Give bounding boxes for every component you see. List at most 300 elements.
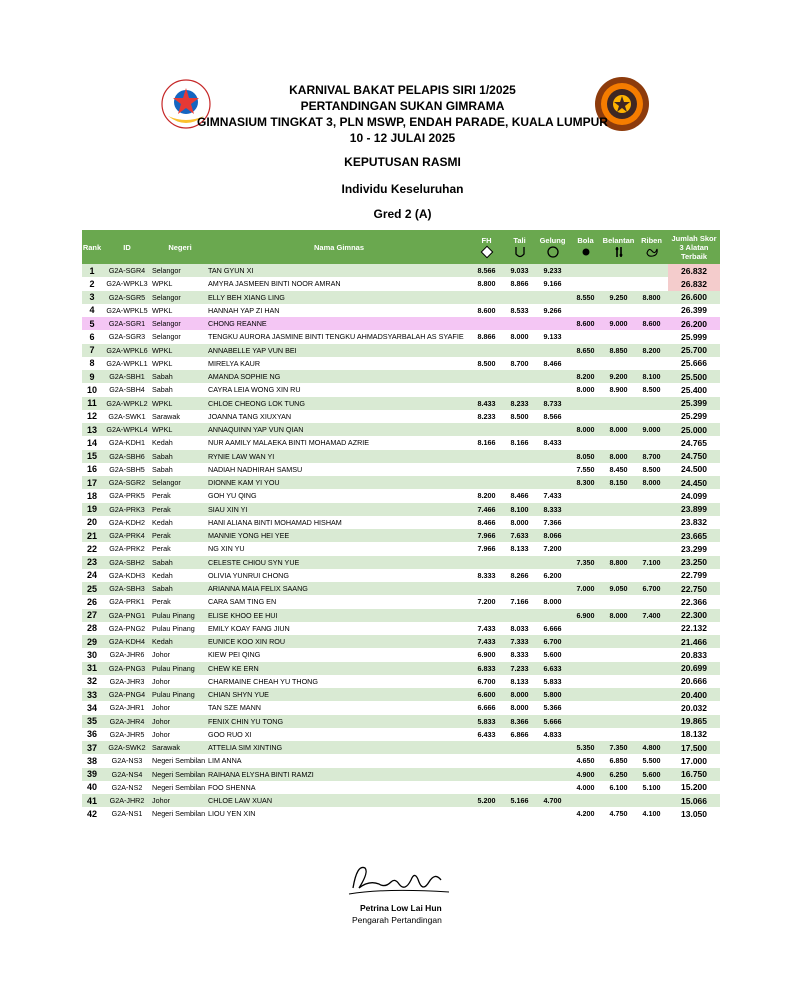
state-cell: Negeri Sembilan bbox=[152, 807, 208, 820]
fh-score: 8.866 bbox=[470, 330, 503, 343]
belantan-score: 8.450 bbox=[602, 463, 635, 476]
belantan-score bbox=[602, 529, 635, 542]
state-cell: WPKL bbox=[152, 397, 208, 410]
tali-score bbox=[503, 754, 536, 767]
belantan-score: 9.000 bbox=[602, 317, 635, 330]
state-cell: WPKL bbox=[152, 344, 208, 357]
total-score: 24.765 bbox=[668, 436, 720, 449]
rank-cell: 23 bbox=[82, 556, 102, 569]
rank-cell: 11 bbox=[82, 397, 102, 410]
rank-cell: 21 bbox=[82, 529, 102, 542]
riben-score: 6.700 bbox=[635, 582, 668, 595]
col-fh-label: FH bbox=[481, 235, 492, 245]
belantan-score bbox=[602, 357, 635, 370]
total-score: 24.099 bbox=[668, 489, 720, 502]
name-cell: CHARMAINE CHEAH YU THONG bbox=[208, 675, 470, 688]
state-cell: Selangor bbox=[152, 264, 208, 277]
table-row bbox=[82, 503, 720, 516]
bola-score bbox=[569, 516, 602, 529]
rank-cell: 31 bbox=[82, 662, 102, 675]
fh-score: 6.666 bbox=[470, 701, 503, 714]
state-cell: Pulau Pinang bbox=[152, 622, 208, 635]
fh-score: 7.200 bbox=[470, 595, 503, 608]
gelung-score: 8.733 bbox=[536, 397, 569, 410]
table-row bbox=[82, 542, 720, 555]
id-cell: G2A-SGR4 bbox=[102, 264, 152, 277]
total-score: 26.399 bbox=[668, 304, 720, 317]
bola-score bbox=[569, 264, 602, 277]
signatory-role: Pengarah Pertandingan bbox=[352, 915, 442, 925]
tali-score bbox=[503, 768, 536, 781]
total-score: 25.999 bbox=[668, 330, 720, 343]
fh-score bbox=[470, 609, 503, 622]
table-row bbox=[82, 781, 720, 794]
riben-score bbox=[635, 357, 668, 370]
col-tali-label: Tali bbox=[513, 235, 526, 245]
belantan-score bbox=[602, 715, 635, 728]
table-row bbox=[82, 357, 720, 370]
total-score: 24.450 bbox=[668, 476, 720, 489]
name-cell: CHIAN SHYN YUE bbox=[208, 688, 470, 701]
id-cell: G2A-JHR3 bbox=[102, 675, 152, 688]
belantan-score: 4.750 bbox=[602, 807, 635, 820]
total-score: 20.833 bbox=[668, 648, 720, 661]
riben-score: 8.700 bbox=[635, 450, 668, 463]
name-cell: GOO RUO XI bbox=[208, 728, 470, 741]
bola-score bbox=[569, 569, 602, 582]
tali-score: 8.466 bbox=[503, 489, 536, 502]
tali-score: 7.333 bbox=[503, 635, 536, 648]
tali-score bbox=[503, 476, 536, 489]
freehand-diamond-icon bbox=[470, 245, 503, 259]
name-cell: CHLOE LAW XUAN bbox=[208, 794, 470, 807]
fh-score: 6.700 bbox=[470, 675, 503, 688]
state-cell: Sabah bbox=[152, 383, 208, 396]
riben-score bbox=[635, 715, 668, 728]
table-row bbox=[82, 330, 720, 343]
tali-score: 8.000 bbox=[503, 701, 536, 714]
tali-score: 8.500 bbox=[503, 410, 536, 423]
col-fh bbox=[470, 230, 503, 264]
riben-score: 8.200 bbox=[635, 344, 668, 357]
fh-score bbox=[470, 383, 503, 396]
rank-cell: 9 bbox=[82, 370, 102, 383]
riben-score: 8.500 bbox=[635, 383, 668, 396]
total-score: 20.666 bbox=[668, 675, 720, 688]
bola-score bbox=[569, 330, 602, 343]
state-cell: Kedah bbox=[152, 516, 208, 529]
competition-name: PERTANDINGAN SUKAN GIMRAMA bbox=[300, 99, 505, 113]
name-cell: RYNIE LAW WAN YI bbox=[208, 450, 470, 463]
fh-score: 7.433 bbox=[470, 622, 503, 635]
name-cell: TENGKU AURORA JASMINE BINTI TENGKU AHMADSYARBALAH AS SYAFIE bbox=[208, 330, 470, 343]
gelung-score bbox=[536, 344, 569, 357]
bola-score bbox=[569, 662, 602, 675]
fh-score: 7.466 bbox=[470, 503, 503, 516]
gelung-score bbox=[536, 291, 569, 304]
riben-score: 4.800 bbox=[635, 741, 668, 754]
table-row bbox=[82, 582, 720, 595]
gelung-score: 8.433 bbox=[536, 436, 569, 449]
name-cell: MIRELYA KAUR bbox=[208, 357, 470, 370]
rank-cell: 32 bbox=[82, 675, 102, 688]
name-cell: LIOU YEN XIN bbox=[208, 807, 470, 820]
state-cell: Pulau Pinang bbox=[152, 662, 208, 675]
table-row bbox=[82, 264, 720, 277]
belantan-score bbox=[602, 622, 635, 635]
fh-score: 7.966 bbox=[470, 542, 503, 555]
state-cell: Johor bbox=[152, 715, 208, 728]
name-cell: AMYRA JASMEEN BINTI NOOR AMRAN bbox=[208, 277, 470, 290]
table-row bbox=[82, 569, 720, 582]
table-row bbox=[82, 622, 720, 635]
bola-score: 8.000 bbox=[569, 423, 602, 436]
table-row bbox=[82, 807, 720, 820]
fh-score bbox=[470, 781, 503, 794]
total-score: 25.400 bbox=[668, 383, 720, 396]
gelung-score bbox=[536, 807, 569, 820]
rank-cell: 28 bbox=[82, 622, 102, 635]
name-cell: CAYRA LEIA WONG XIN RU bbox=[208, 383, 470, 396]
bola-score bbox=[569, 688, 602, 701]
rank-cell: 22 bbox=[82, 542, 102, 555]
riben-score bbox=[635, 662, 668, 675]
total-score: 25.666 bbox=[668, 357, 720, 370]
belantan-score bbox=[602, 569, 635, 582]
name-cell: FENIX CHIN YU TONG bbox=[208, 715, 470, 728]
total-score: 17.000 bbox=[668, 754, 720, 767]
id-cell: G2A-SBH3 bbox=[102, 582, 152, 595]
rank-cell: 8 bbox=[82, 357, 102, 370]
gelung-score: 5.600 bbox=[536, 648, 569, 661]
col-bola-label: Bola bbox=[577, 235, 594, 245]
bola-score: 7.350 bbox=[569, 556, 602, 569]
name-cell: NUR AAMILY MALAEKA BINTI MOHAMAD AZRIE bbox=[208, 436, 470, 449]
id-cell: G2A-SGR1 bbox=[102, 317, 152, 330]
id-cell: G2A-WPKL1 bbox=[102, 357, 152, 370]
total-score: 25.000 bbox=[668, 423, 720, 436]
id-cell: G2A-WPKL3 bbox=[102, 277, 152, 290]
tali-score: 8.233 bbox=[503, 397, 536, 410]
rank-cell: 29 bbox=[82, 635, 102, 648]
col-belantan bbox=[602, 230, 635, 264]
id-cell: G2A-NS4 bbox=[102, 768, 152, 781]
fh-score: 8.500 bbox=[470, 357, 503, 370]
bola-score bbox=[569, 794, 602, 807]
bola-score bbox=[569, 675, 602, 688]
riben-score: 7.400 bbox=[635, 609, 668, 622]
name-cell: LIM ANNA bbox=[208, 754, 470, 767]
name-cell: CELESTE CHIOU SYN YUE bbox=[208, 556, 470, 569]
belantan-score: 8.900 bbox=[602, 383, 635, 396]
riben-score: 8.100 bbox=[635, 370, 668, 383]
total-score: 18.132 bbox=[668, 728, 720, 741]
riben-score bbox=[635, 436, 668, 449]
bola-score: 5.350 bbox=[569, 741, 602, 754]
rank-cell: 13 bbox=[82, 423, 102, 436]
state-cell: Perak bbox=[152, 489, 208, 502]
id-cell: G2A-PNG4 bbox=[102, 688, 152, 701]
results-grade: Gred 2 (A) bbox=[373, 207, 432, 221]
riben-score bbox=[635, 675, 668, 688]
name-cell: ARIANNA MAIA FELIX SAANG bbox=[208, 582, 470, 595]
results-table bbox=[82, 230, 720, 821]
state-cell: Sarawak bbox=[152, 410, 208, 423]
gelung-score: 5.666 bbox=[536, 715, 569, 728]
gelung-score bbox=[536, 754, 569, 767]
total-score: 23.832 bbox=[668, 516, 720, 529]
tali-score bbox=[503, 317, 536, 330]
fh-score: 8.566 bbox=[470, 264, 503, 277]
id-cell: G2A-PRK5 bbox=[102, 489, 152, 502]
total-score: 23.899 bbox=[668, 503, 720, 516]
fh-score bbox=[470, 768, 503, 781]
gelung-score: 4.700 bbox=[536, 794, 569, 807]
bola-score: 8.600 bbox=[569, 317, 602, 330]
results-title: KEPUTUSAN RASMI bbox=[344, 155, 461, 169]
rank-cell: 26 bbox=[82, 595, 102, 608]
belantan-score: 6.250 bbox=[602, 768, 635, 781]
tali-score: 8.533 bbox=[503, 304, 536, 317]
state-cell: WPKL bbox=[152, 423, 208, 436]
fh-score bbox=[470, 754, 503, 767]
ball-icon bbox=[569, 245, 602, 259]
gelung-score bbox=[536, 768, 569, 781]
fh-score: 7.433 bbox=[470, 635, 503, 648]
table-row bbox=[82, 728, 720, 741]
state-cell: Pulau Pinang bbox=[152, 688, 208, 701]
state-cell: Negeri Sembilan bbox=[152, 781, 208, 794]
fh-score: 6.900 bbox=[470, 648, 503, 661]
gelung-score: 6.700 bbox=[536, 635, 569, 648]
tali-score: 7.633 bbox=[503, 529, 536, 542]
gelung-score: 8.066 bbox=[536, 529, 569, 542]
tali-score: 8.133 bbox=[503, 675, 536, 688]
col-tali bbox=[503, 230, 536, 264]
gelung-score bbox=[536, 383, 569, 396]
total-score: 26.200 bbox=[668, 317, 720, 330]
gelung-score bbox=[536, 582, 569, 595]
results-rows bbox=[82, 264, 720, 821]
state-cell: Sabah bbox=[152, 556, 208, 569]
state-cell: Selangor bbox=[152, 330, 208, 343]
gelung-score bbox=[536, 423, 569, 436]
name-cell: GOH YU QING bbox=[208, 489, 470, 502]
riben-score: 8.800 bbox=[635, 291, 668, 304]
bola-score: 4.000 bbox=[569, 781, 602, 794]
id-cell: G2A-PRK4 bbox=[102, 529, 152, 542]
event-title: KARNIVAL BAKAT PELAPIS SIRI 1/2025 bbox=[289, 83, 516, 97]
rank-cell: 30 bbox=[82, 648, 102, 661]
table-row bbox=[82, 476, 720, 489]
name-cell: CHEW KE ERN bbox=[208, 662, 470, 675]
riben-score: 8.600 bbox=[635, 317, 668, 330]
id-cell: G2A-SGR5 bbox=[102, 291, 152, 304]
state-cell: Sabah bbox=[152, 463, 208, 476]
total-score: 22.366 bbox=[668, 595, 720, 608]
gelung-score bbox=[536, 556, 569, 569]
bola-score: 8.050 bbox=[569, 450, 602, 463]
venue: GIMNASIUM TINGKAT 3, PLN MSWP, ENDAH PARADE, KUALA LUMPUR bbox=[197, 115, 608, 129]
bola-score: 4.200 bbox=[569, 807, 602, 820]
id-cell: G2A-WPKL6 bbox=[102, 344, 152, 357]
table-row bbox=[82, 397, 720, 410]
table-row bbox=[82, 662, 720, 675]
name-cell: ELISE KHOO EE HUI bbox=[208, 609, 470, 622]
name-cell: EMILY KOAY FANG JIUN bbox=[208, 622, 470, 635]
table-row bbox=[82, 277, 720, 290]
rank-cell: 3 bbox=[82, 291, 102, 304]
belantan-score bbox=[602, 662, 635, 675]
table-row bbox=[82, 304, 720, 317]
riben-score bbox=[635, 489, 668, 502]
col-belantan-label: Belantan bbox=[602, 235, 635, 245]
riben-score bbox=[635, 635, 668, 648]
tali-score: 8.366 bbox=[503, 715, 536, 728]
gelung-score bbox=[536, 741, 569, 754]
id-cell: G2A-SBH6 bbox=[102, 450, 152, 463]
belantan-score bbox=[602, 397, 635, 410]
gelung-score: 8.000 bbox=[536, 595, 569, 608]
belantan-score: 6.850 bbox=[602, 754, 635, 767]
name-cell: DIONNE KAM YI YOU bbox=[208, 476, 470, 489]
fh-score bbox=[470, 317, 503, 330]
bola-score bbox=[569, 304, 602, 317]
state-cell: Sabah bbox=[152, 450, 208, 463]
tali-score bbox=[503, 741, 536, 754]
table-row bbox=[82, 556, 720, 569]
riben-score: 8.000 bbox=[635, 476, 668, 489]
id-cell: G2A-SWK2 bbox=[102, 741, 152, 754]
fh-score bbox=[470, 556, 503, 569]
riben-score bbox=[635, 622, 668, 635]
riben-score bbox=[635, 701, 668, 714]
rank-cell: 38 bbox=[82, 754, 102, 767]
rank-cell: 1 bbox=[82, 264, 102, 277]
tali-score bbox=[503, 344, 536, 357]
id-cell: G2A-SBH1 bbox=[102, 370, 152, 383]
name-cell: NG XIN YU bbox=[208, 542, 470, 555]
total-score: 24.750 bbox=[668, 450, 720, 463]
belantan-score: 8.800 bbox=[602, 556, 635, 569]
fh-score: 8.200 bbox=[470, 489, 503, 502]
belantan-score bbox=[602, 648, 635, 661]
total-score: 25.700 bbox=[668, 344, 720, 357]
col-state: Negeri bbox=[152, 230, 208, 264]
col-total bbox=[668, 230, 720, 264]
gelung-score: 6.200 bbox=[536, 569, 569, 582]
table-row bbox=[82, 768, 720, 781]
tali-score bbox=[503, 609, 536, 622]
belantan-score bbox=[602, 688, 635, 701]
name-cell: ANNAQUINN YAP VUN QIAN bbox=[208, 423, 470, 436]
table-row bbox=[82, 516, 720, 529]
total-score: 26.832 bbox=[668, 277, 720, 290]
bola-score bbox=[569, 622, 602, 635]
table-row bbox=[82, 648, 720, 661]
bola-score: 8.650 bbox=[569, 344, 602, 357]
rank-cell: 41 bbox=[82, 794, 102, 807]
rank-cell: 18 bbox=[82, 489, 102, 502]
gelung-score: 6.633 bbox=[536, 662, 569, 675]
fh-score: 6.600 bbox=[470, 688, 503, 701]
signature-image-icon bbox=[345, 858, 455, 904]
table-row bbox=[82, 423, 720, 436]
name-cell: MANNIE YONG HEI YEE bbox=[208, 529, 470, 542]
tali-score bbox=[503, 807, 536, 820]
id-cell: G2A-NS1 bbox=[102, 807, 152, 820]
fh-score: 8.466 bbox=[470, 516, 503, 529]
belantan-score bbox=[602, 304, 635, 317]
name-cell: ATTELIA SIM XINTING bbox=[208, 741, 470, 754]
id-cell: G2A-JHR5 bbox=[102, 728, 152, 741]
riben-score bbox=[635, 330, 668, 343]
id-cell: G2A-SGR3 bbox=[102, 330, 152, 343]
bola-score bbox=[569, 357, 602, 370]
belantan-score bbox=[602, 410, 635, 423]
rank-cell: 25 bbox=[82, 582, 102, 595]
state-cell: Negeri Sembilan bbox=[152, 768, 208, 781]
id-cell: G2A-JHR1 bbox=[102, 701, 152, 714]
rank-cell: 4 bbox=[82, 304, 102, 317]
bola-score bbox=[569, 529, 602, 542]
col-gelung-label: Gelung bbox=[539, 235, 566, 245]
riben-score bbox=[635, 794, 668, 807]
gelung-score bbox=[536, 317, 569, 330]
fh-score bbox=[470, 344, 503, 357]
tali-score bbox=[503, 383, 536, 396]
state-cell: WPKL bbox=[152, 357, 208, 370]
bola-score bbox=[569, 728, 602, 741]
riben-score: 4.100 bbox=[635, 807, 668, 820]
tali-score: 8.166 bbox=[503, 436, 536, 449]
fh-score: 8.600 bbox=[470, 304, 503, 317]
fh-score bbox=[470, 741, 503, 754]
name-cell: TAN GYUN XI bbox=[208, 264, 470, 277]
rank-cell: 12 bbox=[82, 410, 102, 423]
belantan-score bbox=[602, 264, 635, 277]
gelung-score bbox=[536, 609, 569, 622]
total-score: 13.050 bbox=[668, 807, 720, 820]
gelung-score: 7.433 bbox=[536, 489, 569, 502]
tali-score: 8.266 bbox=[503, 569, 536, 582]
table-row bbox=[82, 609, 720, 622]
belantan-score bbox=[602, 794, 635, 807]
name-cell: FOO SHENNA bbox=[208, 781, 470, 794]
id-cell: G2A-KDH4 bbox=[102, 635, 152, 648]
tali-score: 9.033 bbox=[503, 264, 536, 277]
table-row bbox=[82, 436, 720, 449]
riben-score bbox=[635, 542, 668, 555]
riben-score bbox=[635, 688, 668, 701]
riben-score: 7.100 bbox=[635, 556, 668, 569]
id-cell: G2A-PRK2 bbox=[102, 542, 152, 555]
tali-score bbox=[503, 781, 536, 794]
total-score: 22.132 bbox=[668, 622, 720, 635]
rank-cell: 14 bbox=[82, 436, 102, 449]
riben-score bbox=[635, 595, 668, 608]
table-row bbox=[82, 754, 720, 767]
table-row bbox=[82, 529, 720, 542]
belantan-score: 9.250 bbox=[602, 291, 635, 304]
name-cell: TAN SZE MANN bbox=[208, 701, 470, 714]
gelung-score bbox=[536, 463, 569, 476]
total-score: 22.750 bbox=[668, 582, 720, 595]
fh-score: 8.800 bbox=[470, 277, 503, 290]
name-cell: HANI ALIANA BINTI MOHAMAD HISHAM bbox=[208, 516, 470, 529]
bola-score bbox=[569, 542, 602, 555]
total-score: 15.200 bbox=[668, 781, 720, 794]
